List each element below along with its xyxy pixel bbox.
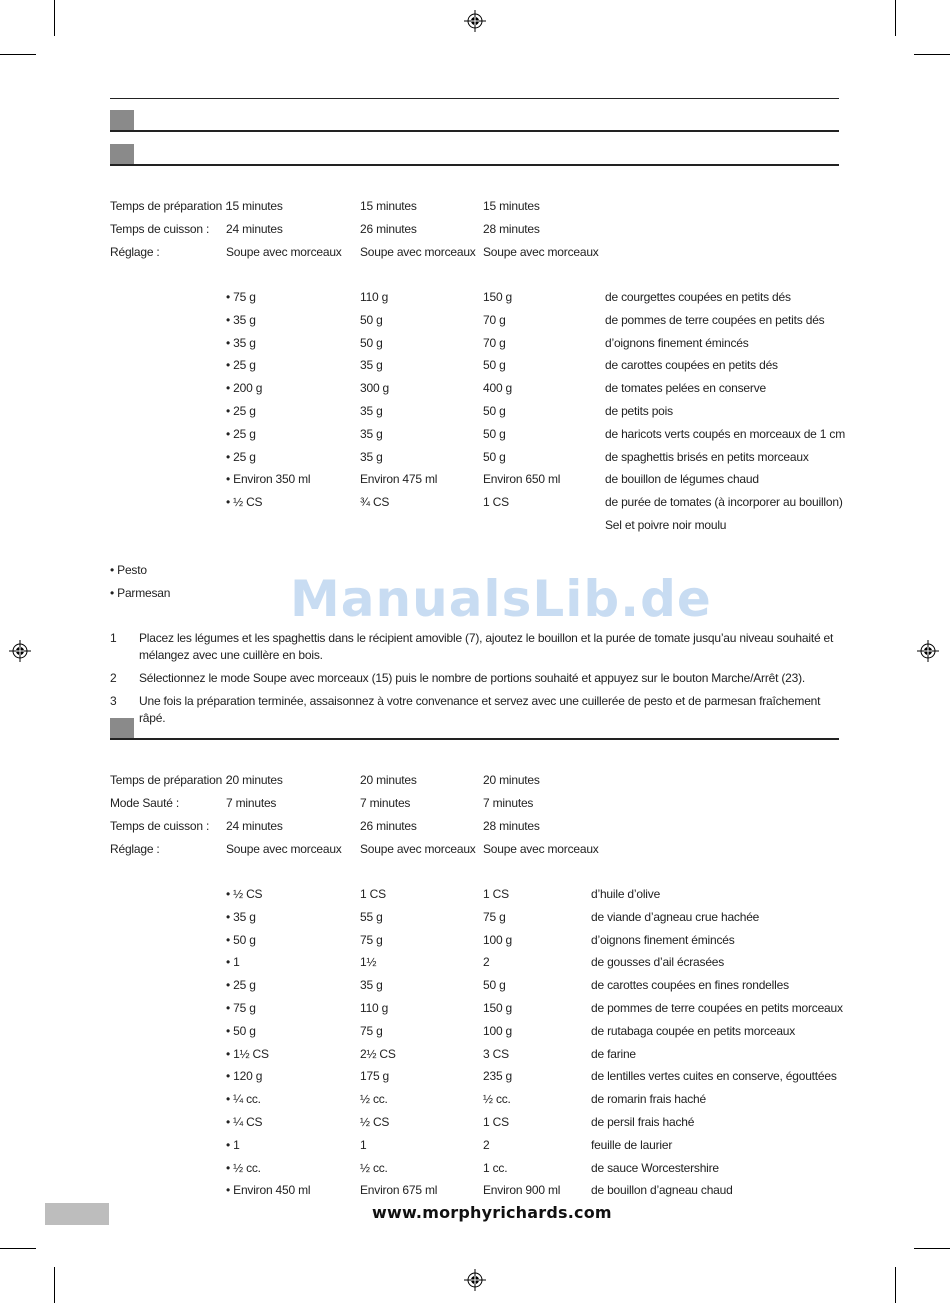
info-label: Temps de préparation : bbox=[110, 199, 229, 213]
qty-small: • Environ 450 ml bbox=[226, 1183, 311, 1198]
ingredient-desc: de pommes de terre coupées en petits morceaux bbox=[591, 1001, 843, 1015]
qty-medium: 50 g bbox=[360, 335, 383, 350]
info-value-2: 26 minutes bbox=[360, 819, 417, 833]
qty-medium: 55 g bbox=[360, 909, 383, 924]
step-number: 3 bbox=[110, 694, 117, 708]
crop-mark bbox=[54, 1267, 55, 1303]
qty-large: 1 CS bbox=[483, 1115, 509, 1129]
ingredient-desc: de rutabaga coupée en petits morceaux bbox=[591, 1023, 796, 1038]
info-value-1: 24 minutes bbox=[226, 222, 283, 236]
ingredient-row bbox=[110, 381, 850, 397]
qty-small: • 120 g bbox=[226, 1069, 263, 1084]
ingredient-desc: Sel et poivre noir moulu bbox=[605, 518, 727, 532]
crop-mark bbox=[0, 54, 36, 55]
ingredient-desc: de petits pois bbox=[605, 404, 673, 418]
crop-mark bbox=[914, 1248, 950, 1249]
info-row bbox=[110, 842, 850, 858]
watermark: ManualsLib.de bbox=[290, 570, 712, 628]
qty-small: • Environ 350 ml bbox=[226, 472, 311, 487]
crop-mark bbox=[895, 1267, 896, 1303]
qty-small: • 50 g bbox=[226, 932, 256, 947]
qty-large: 150 g bbox=[483, 1001, 513, 1015]
step-text: Sélectionnez le mode Soupe avec morceaux (15) puis le nombre de portions souhaité et appuyez sur le bouton Marche/Arrêt (23). bbox=[139, 671, 806, 685]
registration-mark-icon bbox=[464, 10, 486, 32]
info-value-3: 15 minutes bbox=[483, 199, 540, 213]
qty-medium: 1½ bbox=[360, 955, 377, 970]
info-label: Temps de préparation : bbox=[110, 773, 229, 787]
qty-medium: 110 g bbox=[360, 1001, 389, 1015]
qty-large: 150 g bbox=[483, 290, 513, 304]
info-label: Temps de cuisson : bbox=[110, 222, 210, 236]
qty-large: 50 g bbox=[483, 449, 506, 464]
qty-large: 50 g bbox=[483, 404, 506, 418]
info-row bbox=[110, 819, 850, 835]
ingredient-row bbox=[110, 404, 850, 420]
qty-large: 2 bbox=[483, 1137, 490, 1152]
qty-medium: 35 g bbox=[360, 978, 383, 993]
crop-mark bbox=[895, 0, 896, 36]
ingredient-row bbox=[110, 336, 850, 352]
qty-medium: 35 g bbox=[360, 358, 383, 373]
info-row bbox=[110, 222, 850, 238]
info-label: Mode Sauté : bbox=[110, 796, 179, 810]
qty-small: • 200 g bbox=[226, 381, 263, 396]
qty-small: • ¼ CS bbox=[226, 1115, 263, 1129]
qty-small: • 25 g bbox=[226, 404, 256, 418]
qty-small: • 35 g bbox=[226, 335, 256, 350]
ingredient-row bbox=[110, 450, 850, 466]
info-value-1: Soupe avec morceaux bbox=[226, 842, 342, 856]
step-number: 2 bbox=[110, 671, 117, 685]
qty-small: • 1½ CS bbox=[226, 1046, 269, 1061]
qty-large: Environ 900 ml bbox=[483, 1183, 561, 1198]
ingredient-row bbox=[110, 358, 850, 374]
qty-medium: Environ 675 ml bbox=[360, 1183, 438, 1198]
ingredient-row bbox=[110, 313, 850, 329]
section-bar bbox=[110, 144, 839, 166]
qty-large: ½ cc. bbox=[483, 1092, 511, 1107]
ingredient-desc: de purée de tomates (à incorporer au bouillon) bbox=[605, 495, 843, 510]
ingredient-row bbox=[110, 955, 850, 971]
ingredient-desc: de carottes coupées en fines rondelles bbox=[591, 978, 789, 993]
qty-medium: 35 g bbox=[360, 404, 383, 418]
serving-parmesan: • Parmesan bbox=[110, 586, 171, 600]
step-text: Placez les légumes et les spaghettis dans le récipient amovible (7), ajoutez le bouillon et la purée de tomate jusqu’au niveau souhaité et mélangez avec une cuillère en bois. bbox=[139, 631, 834, 662]
step-number: 1 bbox=[110, 631, 117, 645]
top-rule bbox=[110, 98, 839, 99]
qty-large: 70 g bbox=[483, 335, 506, 350]
info-row bbox=[110, 199, 850, 215]
ingredient-row bbox=[110, 910, 850, 926]
ingredient-desc: de haricots verts coupés en morceaux de 1 cm bbox=[605, 426, 845, 441]
qty-small: • ½ CS bbox=[226, 495, 263, 510]
qty-medium: 2½ CS bbox=[360, 1046, 396, 1061]
ingredient-desc: de bouillon de légumes chaud bbox=[605, 472, 759, 487]
ingredient-row bbox=[110, 933, 850, 949]
info-value-2: 15 minutes bbox=[360, 199, 417, 213]
ingredient-desc: de sauce Worcestershire bbox=[591, 1160, 719, 1175]
info-label: Réglage : bbox=[110, 245, 160, 259]
qty-large: 1 cc. bbox=[483, 1160, 508, 1175]
qty-medium: 1 CS bbox=[360, 887, 386, 901]
step-3 bbox=[110, 693, 840, 725]
qty-small: • 1 bbox=[226, 955, 240, 970]
qty-small: • 50 g bbox=[226, 1023, 256, 1038]
ingredient-desc: de romarin frais haché bbox=[591, 1092, 706, 1107]
info-row bbox=[110, 796, 850, 812]
ingredient-desc: d’oignons finement émincés bbox=[591, 932, 735, 947]
info-value-2: 26 minutes bbox=[360, 222, 417, 236]
ingredient-row bbox=[110, 887, 850, 903]
qty-large: 100 g bbox=[483, 932, 513, 947]
qty-large: 2 bbox=[483, 955, 490, 970]
crop-mark bbox=[914, 54, 950, 55]
registration-mark-icon bbox=[464, 1269, 486, 1291]
qty-large: 1 CS bbox=[483, 887, 509, 901]
qty-large: 100 g bbox=[483, 1023, 513, 1038]
qty-medium: 1 bbox=[360, 1137, 367, 1152]
ingredient-row bbox=[110, 472, 850, 488]
qty-large: 3 CS bbox=[483, 1046, 509, 1061]
ingredient-row bbox=[110, 1183, 850, 1199]
registration-mark-icon bbox=[9, 640, 31, 662]
qty-medium: 35 g bbox=[360, 426, 383, 441]
qty-large: 1 CS bbox=[483, 495, 509, 510]
ingredient-row bbox=[110, 1161, 850, 1177]
step-1 bbox=[110, 630, 840, 664]
ingredient-row bbox=[110, 290, 850, 306]
info-value-2: Soupe avec morceaux bbox=[360, 245, 476, 259]
info-label: Temps de cuisson : bbox=[110, 819, 210, 833]
ingredient-row bbox=[110, 1115, 850, 1131]
ingredient-row bbox=[110, 1001, 850, 1017]
ingredient-desc: d’oignons finement émincés bbox=[605, 335, 749, 350]
registration-mark-icon bbox=[917, 640, 939, 662]
info-value-3: 20 minutes bbox=[483, 773, 540, 787]
qty-small: • 75 g bbox=[226, 1001, 256, 1015]
info-value-2: 7 minutes bbox=[360, 796, 411, 810]
ingredient-row bbox=[110, 978, 850, 994]
serving-pesto: • Pesto bbox=[110, 563, 147, 577]
qty-small: • 35 g bbox=[226, 909, 256, 924]
info-value-1: 20 minutes bbox=[226, 773, 283, 787]
qty-medium: 75 g bbox=[360, 1023, 383, 1038]
qty-large: 75 g bbox=[483, 909, 506, 924]
qty-medium: 75 g bbox=[360, 932, 383, 947]
ingredient-desc: de persil frais haché bbox=[591, 1115, 695, 1129]
info-row bbox=[110, 773, 850, 789]
step-text: Une fois la préparation terminée, assaisonnez à votre convenance et servez avec une cuillerée de pesto et de parmesan fraîchement râpé. bbox=[139, 694, 821, 725]
section-bar bbox=[110, 718, 839, 740]
qty-small: • 1 bbox=[226, 1137, 240, 1152]
qty-small: • ¼ cc. bbox=[226, 1092, 261, 1107]
qty-small: • ½ cc. bbox=[226, 1160, 261, 1175]
qty-medium: 110 g bbox=[360, 290, 389, 304]
ingredient-desc: de pommes de terre coupées en petits dés bbox=[605, 312, 825, 327]
ingredient-row bbox=[110, 1047, 850, 1063]
info-value-2: 20 minutes bbox=[360, 773, 417, 787]
qty-small: • 35 g bbox=[226, 312, 256, 327]
qty-small: • 25 g bbox=[226, 426, 256, 441]
ingredient-desc: de gousses d’ail écrasées bbox=[591, 955, 725, 970]
qty-medium: 35 g bbox=[360, 449, 383, 464]
qty-small: • 25 g bbox=[226, 978, 256, 993]
ingredient-row bbox=[110, 427, 850, 443]
qty-large: 50 g bbox=[483, 978, 506, 993]
step-2 bbox=[110, 670, 840, 687]
qty-small: • ½ CS bbox=[226, 887, 263, 901]
info-value-1: 7 minutes bbox=[226, 796, 277, 810]
crop-mark bbox=[54, 0, 55, 36]
qty-large: 400 g bbox=[483, 381, 513, 396]
page-number-box bbox=[45, 1203, 109, 1225]
info-row bbox=[110, 245, 850, 261]
ingredient-row bbox=[110, 1138, 850, 1154]
qty-medium: 50 g bbox=[360, 312, 383, 327]
ingredient-row bbox=[110, 495, 850, 511]
info-value-1: Soupe avec morceaux bbox=[226, 245, 342, 259]
qty-large: Environ 650 ml bbox=[483, 472, 561, 487]
qty-large: 235 g bbox=[483, 1069, 513, 1084]
info-value-3: Soupe avec morceaux bbox=[483, 842, 599, 856]
ingredient-row bbox=[110, 1092, 850, 1108]
info-value-3: 28 minutes bbox=[483, 819, 540, 833]
qty-large: 50 g bbox=[483, 358, 506, 373]
qty-medium: Environ 475 ml bbox=[360, 472, 438, 487]
qty-medium: ¾ CS bbox=[360, 495, 390, 510]
qty-small: • 75 g bbox=[226, 290, 256, 304]
qty-large: 70 g bbox=[483, 312, 506, 327]
qty-small: • 25 g bbox=[226, 449, 256, 464]
info-value-1: 15 minutes bbox=[226, 199, 283, 213]
ingredient-row bbox=[110, 1069, 850, 1085]
qty-small: • 25 g bbox=[226, 358, 256, 373]
ingredient-desc: de bouillon d’agneau chaud bbox=[591, 1183, 733, 1198]
qty-medium: ½ cc. bbox=[360, 1092, 388, 1107]
ingredient-desc: de carottes coupées en petits dés bbox=[605, 358, 778, 373]
ingredient-row bbox=[110, 1024, 850, 1040]
ingredient-desc: feuille de laurier bbox=[591, 1137, 673, 1152]
qty-medium: 300 g bbox=[360, 381, 390, 396]
info-value-3: 7 minutes bbox=[483, 796, 534, 810]
info-value-2: Soupe avec morceaux bbox=[360, 842, 476, 856]
ingredient-desc: d’huile d’olive bbox=[591, 887, 661, 901]
info-value-3: 28 minutes bbox=[483, 222, 540, 236]
info-label: Réglage : bbox=[110, 842, 160, 856]
crop-mark bbox=[0, 1248, 36, 1249]
ingredient-desc: de farine bbox=[591, 1046, 636, 1061]
qty-medium: 175 g bbox=[360, 1069, 390, 1084]
ingredient-desc: de courgettes coupées en petits dés bbox=[605, 290, 791, 304]
qty-medium: ½ cc. bbox=[360, 1160, 388, 1175]
qty-large: 50 g bbox=[483, 426, 506, 441]
ingredient-desc: de lentilles vertes cuites en conserve, égouttées bbox=[591, 1069, 837, 1084]
qty-medium: ½ CS bbox=[360, 1115, 390, 1129]
ingredient-row bbox=[110, 518, 850, 534]
ingredient-desc: de viande d’agneau crue hachée bbox=[591, 909, 760, 924]
info-value-3: Soupe avec morceaux bbox=[483, 245, 599, 259]
section-bar bbox=[110, 110, 839, 132]
footer-url: www.morphyrichards.com bbox=[372, 1203, 612, 1222]
ingredient-desc: de spaghettis brisés en petits morceaux bbox=[605, 449, 809, 464]
info-value-1: 24 minutes bbox=[226, 819, 283, 833]
ingredient-desc: de tomates pelées en conserve bbox=[605, 381, 766, 396]
